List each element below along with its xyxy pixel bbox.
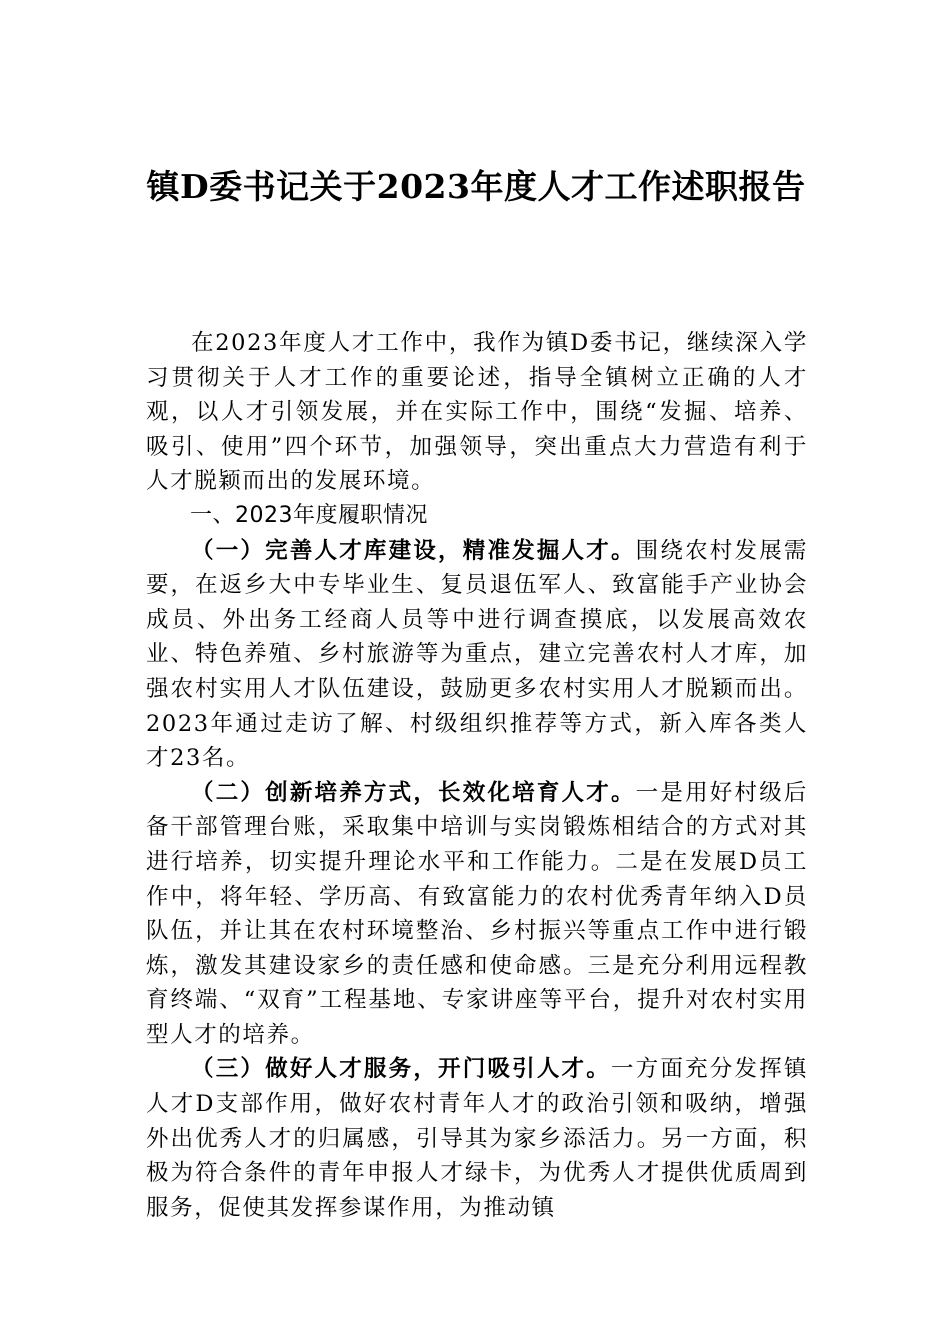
section-item-1-text: 围绕农村发展需要，在返乡大中专毕业生、复员退伍军人、致富能手产业协会成员、外出务工经商人员等中进行调查摸底，以发展高效农业、特色养殖、乡村旅游等为重点，建立完善农村人才库，加强农村实用人才队伍建设，鼓励更多农村实用人才脱颖而出。2023年通过走访了解、村级组织推荐等方式，新入库各类人才23名。 bbox=[146, 537, 808, 772]
document-title: 镇D委书记关于2023年度人才工作述职报告 bbox=[146, 167, 806, 206]
section-item-3 bbox=[146, 1052, 808, 1225]
section-item-3-lead: （三）做好人才服务，开门吸引人才。 bbox=[191, 1056, 611, 1083]
section-item-2-text: 一是用好村级后备干部管理台账，采取集中培训与实岗锻炼相结合的方式对其进行培养，切实提升理论水平和工作能力。二是在发展D员工作中，将年轻、学历高、有致富能力的农村优秀青年纳入D员队伍，并让其在农村环境整治、乡村振兴等重点工作中进行锻炼，激发其建设家乡的责任感和使命感。三是充分利用远程教育终端、“双育”工程基地、专家讲座等平台，提升对农村实用型人才的培养。 bbox=[146, 779, 808, 1048]
section-item-1 bbox=[146, 534, 808, 776]
section-item-2 bbox=[146, 776, 808, 1053]
section-item-1-lead: （一）完善人才库建设，精准发掘人才。 bbox=[191, 537, 636, 564]
document-body bbox=[146, 326, 808, 1225]
section-heading: 一、2023年度履职情况 bbox=[190, 502, 428, 528]
section-item-3-text: 一方面充分发挥镇人才D支部作用，做好农村青年人才的政治引领和吸纳，增强外出优秀人才的归属感，引导其为家乡添活力。另一方面，积极为符合条件的青年申报人才绿卡，为优秀人才提供优质周到服务，促使其发挥参谋作用，为推动镇 bbox=[146, 1056, 808, 1221]
intro-paragraph: 在2023年度人才工作中，我作为镇D委书记，继续深入学习贯彻关于人才工作的重要论述，指导全镇树立正确的人才观，以人才引领发展，并在实际工作中，围绕“发掘、培养、吸引、使用”四个环节，加强领导，突出重点大力营造有利于人才脱颖而出的发展环境。 bbox=[146, 330, 808, 495]
section-item-2-lead: （二）创新培养方式，长效化培育人才。 bbox=[191, 779, 636, 806]
